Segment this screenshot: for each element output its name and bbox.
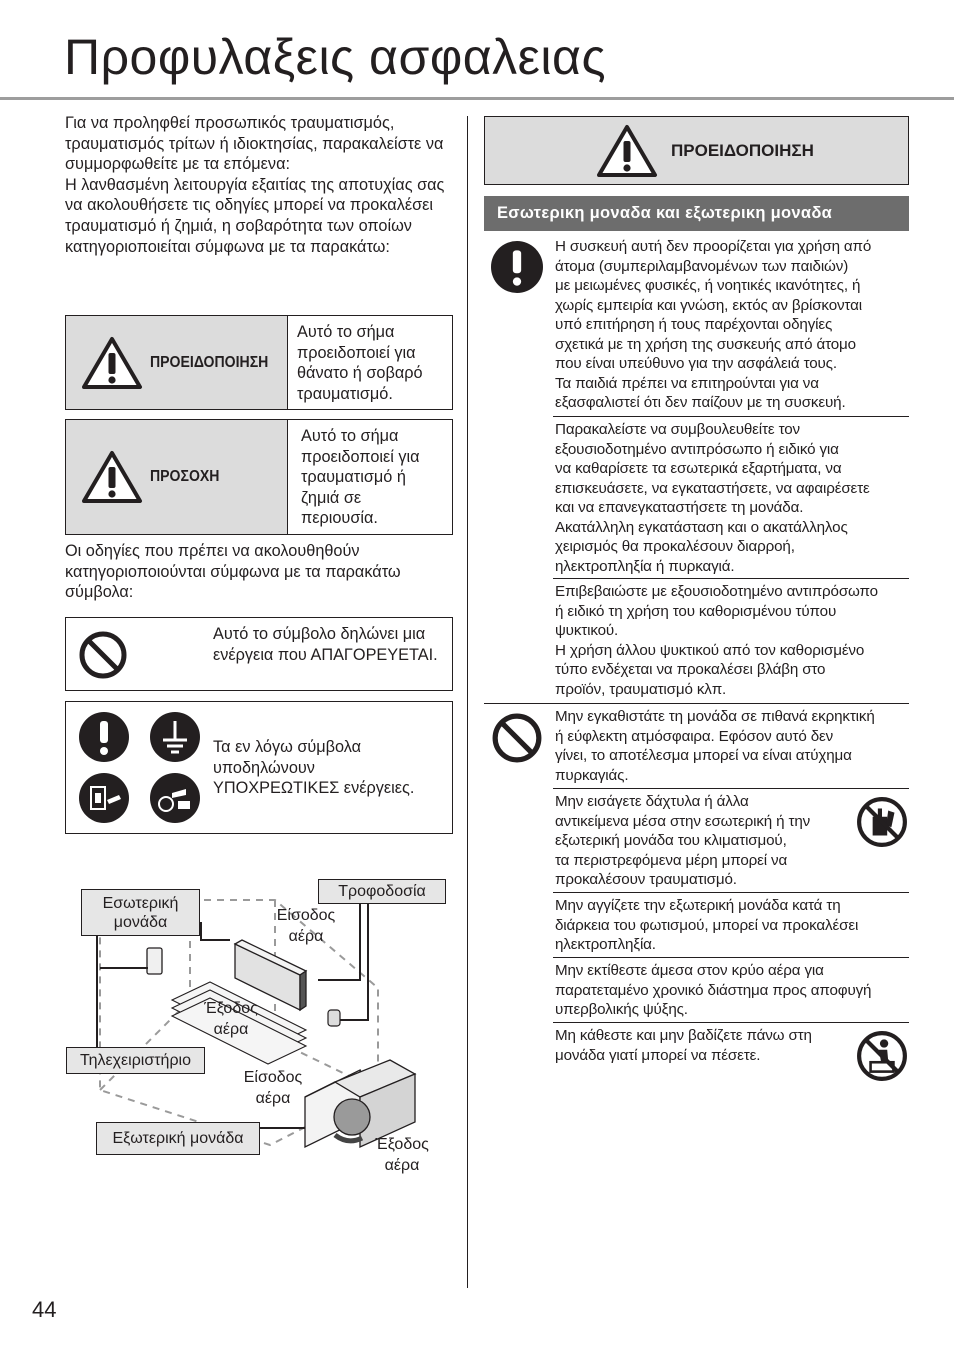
warning-triangle-icon	[595, 123, 659, 179]
label-remote-control: Τηλεχειριστήριο	[66, 1047, 205, 1074]
caution-signal-box	[65, 419, 453, 535]
mandatory-item-2-line: επισκευάσετε, να εγκαταστήσετε, να αφαιρέσετε	[555, 479, 870, 497]
intro-paragraph-2: Η λανθασμένη λειτουργία εξαιτίας της αποτυχίας σας να ακολουθήσετε τις οδηγίες μπορεί να προκαλέσει τραυματισμό ή ζημιά, η σοβαρότητα των οποίων κατηγοριοποιείται σύμφωνα με τα παρακάτω:	[65, 175, 445, 256]
mandatory-item-1-line: που είναι υπεύθυνο για την ασφάλειά τους.	[555, 355, 837, 372]
mandatory-item-3-line: προϊόν, τραυματισμό κλπ.	[555, 680, 727, 698]
prohibited-item-1-line: πυρκαγιάς.	[555, 766, 629, 784]
item-divider	[553, 416, 909, 417]
prohibited-symbol-desc: Αυτό το σύμβολο δηλώνει μια ενέργεια που ΑΠΑΓΟΡΕΥΕΤΑΙ.	[213, 625, 438, 664]
page-title: Προφυλαξεις ασφαλειας	[64, 29, 607, 85]
label-air-inlet-2: Είσοδος αέρα	[243, 1069, 303, 1107]
mandatory-item-1-line: εξασφαλιστεί ότι δεν παίζουν με τη συσκευή.	[555, 394, 846, 411]
mandatory-item-1-line: υπό επιτήρηση ή τους παρέχονται οδηγίες	[555, 316, 833, 333]
column-divider	[467, 116, 468, 1288]
prohibited-symbol-box	[65, 617, 453, 691]
signal-label-caution: ΠΡΟΣΟΧΗ	[150, 468, 220, 485]
mandatory-item-1	[555, 237, 915, 413]
signal-desc-warning: Αυτό το σήμα προειδοποιεί για θάνατο ή σοβαρό τραυματισμό.	[297, 323, 423, 403]
prohibited-item-3	[555, 896, 915, 955]
prohibited-item-1-line: Μην εγκαθιστάτε τη μονάδα σε πιθανά εκρηκτική	[555, 708, 875, 725]
signal-label-warning: ΠΡΟΕΙΔΟΠΟΙΗΣΗ	[150, 353, 269, 371]
item-divider	[553, 578, 909, 579]
warning-triangle-icon	[80, 335, 144, 391]
symbols-intro: Οι οδηγίες που πρέπει να ακολουθηθούν κατηγοριοποιούνται σύμφωνα με τα παρακάτω σύμβολα:	[65, 542, 401, 602]
prohibited-icon	[491, 712, 543, 764]
warning-header-label: ΠΡΟΕΙΔΟΠΟΙΗΣΗ	[671, 141, 814, 160]
label-air-inlet-1: Είσοδος αέρα	[276, 907, 336, 945]
ground-icon	[150, 712, 200, 762]
mandatory-symbol-desc: Τα εν λόγω σύμβολα υποδηλώνουν ΥΠΟΧΡΕΩΤΙΚΕΣ ενέργειες.	[213, 738, 415, 798]
page-number: 44	[32, 1297, 57, 1322]
prohibited-item-2-line: τα περιστρεφόμενα μέρη μπορεί να	[555, 851, 788, 869]
label-outdoor-unit: Εξωτερική μονάδα	[96, 1122, 260, 1155]
mandatory-item-2-line: Παρακαλείστε να συμβουλευθείτε τον	[555, 421, 800, 438]
warning-header-box	[484, 116, 909, 185]
prohibited-item-2-line: προκαλέσουν τραυματισμό.	[555, 871, 737, 888]
prohibited-item-1-line: γίνει, το αποτέλεσμα μπορεί να είναι ατύχημα	[555, 747, 852, 764]
mandatory-exclamation-icon	[79, 712, 129, 762]
no-sitting-icon	[856, 1030, 908, 1082]
prohibited-item-2-line: αντικείμενα μέσα στην εσωτερική ή την	[555, 812, 811, 830]
prohibited-item-3-line: διάρκεια του φωτισμού, μπορεί να προκαλέσει	[555, 916, 859, 934]
prohibited-item-3-line: ηλεκτροπληξία.	[555, 936, 656, 953]
prohibited-item-4-line: υπερβολικής ψύξης.	[555, 1001, 688, 1018]
mandatory-item-3	[555, 582, 915, 699]
mandatory-item-2-line: ηλεκτροπληξία ή πυρκαγιά.	[555, 557, 735, 575]
mandatory-item-2-line: χειρισμός θα προκαλέσουν διαρροή,	[555, 538, 795, 555]
prohibited-item-2-line: εξωτερική μονάδα του κλιματισμού,	[555, 832, 787, 849]
unplug-icon	[79, 773, 129, 823]
mandatory-symbols-box	[65, 701, 453, 834]
prohibited-item-4-line: παρατεταμένο χρονικό διάστημα προς αποφυγή	[555, 981, 872, 999]
no-fingers-icon	[856, 796, 908, 848]
group-divider	[484, 703, 909, 704]
item-divider	[553, 957, 909, 958]
mandatory-item-2	[555, 420, 915, 576]
item-divider	[553, 788, 909, 789]
mandatory-item-1-line: Η συσκευή αυτή δεν προορίζεται για χρήση από	[555, 238, 872, 255]
caution-triangle-icon	[80, 449, 144, 505]
prohibited-item-1	[555, 707, 915, 785]
mandatory-item-1-line: Τα παιδιά πρέπει να επιτηρούνται για να	[555, 374, 819, 392]
prohibited-item-2	[555, 792, 855, 890]
mandatory-exclamation-icon	[491, 241, 543, 293]
label-power-supply: Τροφοδοσία	[318, 879, 446, 904]
mandatory-item-3-line: Επιβεβαιώστε με εξουσιοδοτημένο αντιπρόσωπο	[555, 583, 878, 600]
intro-text	[65, 113, 460, 257]
mandatory-item-1-line: σχετικά με τη χρήση της συσκευής από άτομο	[555, 335, 856, 353]
warning-signal-box	[65, 315, 453, 410]
mandatory-item-1-line: με μειωμένες φυσικές, ή νοητικές ικανότητες, ή	[555, 277, 861, 294]
prohibited-item-5-line: Μη κάθεστε και μην βαδίζετε πάνω στη	[555, 1027, 812, 1044]
label-indoor-unit: Εσωτερική μονάδα	[81, 889, 200, 936]
mandatory-item-3-line: τύπο ενδέχεται να προκαλέσει βλάβη στο	[555, 661, 826, 678]
title-divider	[0, 97, 954, 100]
label-air-outlet-2: Έξοδος αέρα	[375, 1136, 429, 1174]
prohibited-item-3-line: Μην αγγίζετε την εξωτερική μονάδα κατά τη	[555, 897, 841, 914]
mandatory-item-3-line: ή ειδικό τη χρήση του καθορισμένου τύπου	[555, 602, 837, 620]
mandatory-item-2-line: Ακατάλληλη εγκατάσταση και ο ακατάλληλος	[555, 518, 848, 536]
label-air-outlet-1: Έξοδος αέρα	[204, 1000, 258, 1038]
remote-drawing	[147, 948, 162, 974]
mandatory-item-2-line: να καθαρίσετε τα εσωτερικά εξαρτήματα, να	[555, 460, 842, 477]
prohibited-item-2-line: Μην εισάγετε δάχτυλα ή άλλα	[555, 793, 749, 810]
prohibited-item-4	[555, 961, 915, 1020]
section-banner: Εσωτερικη μοναδα και εξωτερικη μοναδα	[484, 196, 909, 231]
prohibited-icon	[78, 630, 128, 680]
prohibited-item-1-line: ή εύφλεκτη ατμόσφαιρα. Εφόσον αυτό δεν	[555, 727, 834, 745]
mandatory-item-2-line: εξουσιοδοτημένο αντιπρόσωπο ή ειδικό για	[555, 440, 839, 458]
mandatory-item-1-line: χωρίς εμπειρία και γνώση, εκτός αν βρίσκονται	[555, 296, 862, 314]
mandatory-item-3-line: Η χρήση άλλου ψυκτικού από τον καθορισμένο	[555, 641, 865, 659]
prohibited-item-4-line: Μην εκτίθεστε άμεσα στον κρύο αέρα για	[555, 962, 824, 979]
mandatory-item-2-line: και να επανεγκαταστήσετε τη μονάδα.	[555, 499, 804, 516]
mandatory-item-1-line: άτομα (συμπεριλαμβανομένων των παιδιών)	[555, 257, 849, 275]
signal-desc-caution: Αυτό το σήμα προειδοποιεί για τραυματισμό ή ζημιά σε περιουσία.	[301, 427, 420, 528]
disconnect-plug-icon	[150, 773, 200, 823]
mandatory-item-3-line: ψυκτικού.	[555, 622, 619, 639]
intro-paragraph-1: Για να προληφθεί προσωπικός τραυματισμός, τραυματισμός τρίτων ή ιδιοκτησίας, παρακαλείστε να συμμορφωθείτε με τα επόμενα:	[65, 114, 444, 174]
prohibited-item-5	[555, 1026, 855, 1065]
item-divider	[553, 892, 909, 893]
prohibited-item-5-line: μονάδα γιατί μπορεί να πέσετε.	[555, 1046, 761, 1064]
item-divider	[553, 1022, 909, 1023]
